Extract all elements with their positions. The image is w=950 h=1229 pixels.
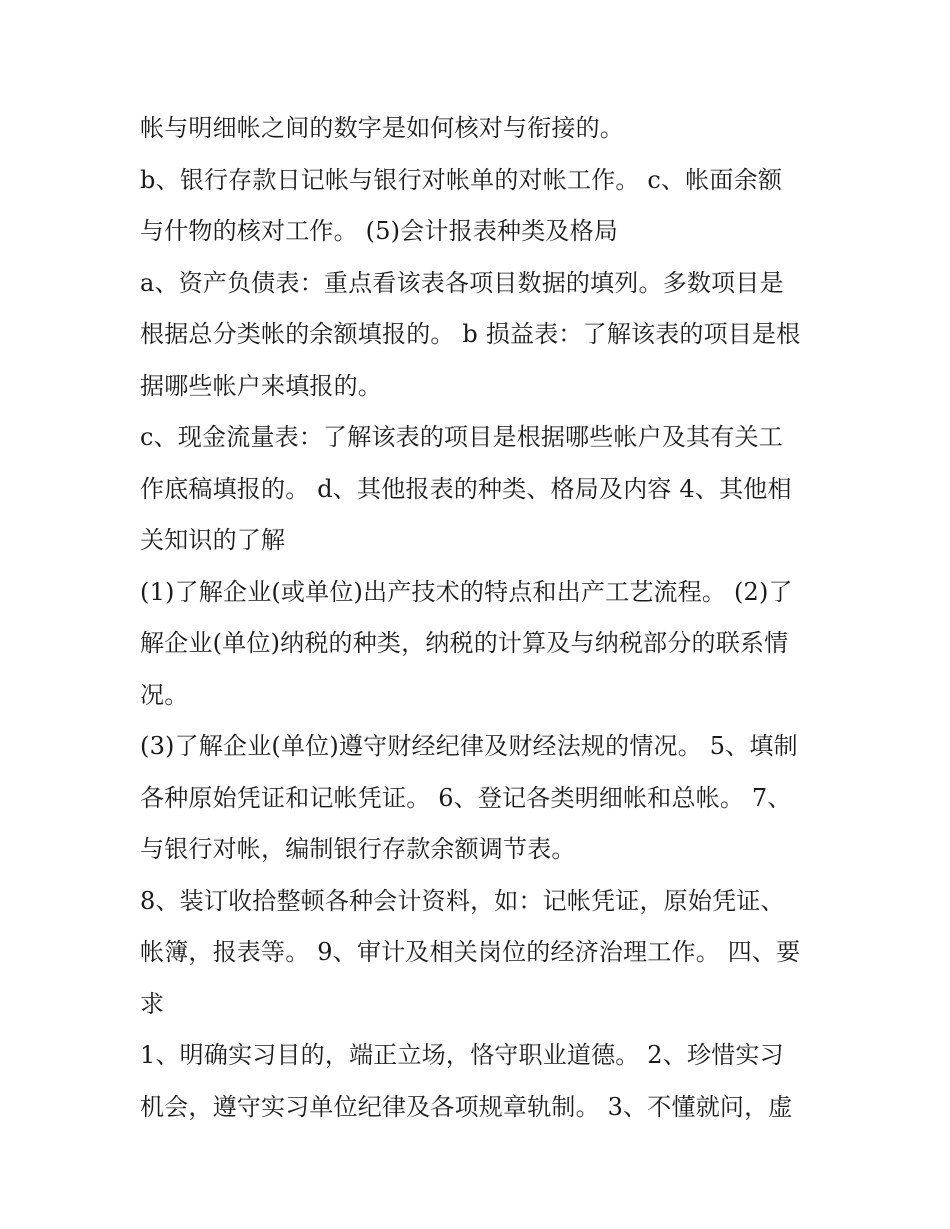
text-line: 帐簿，报表等。 9、审计及相关岗位的经济治理工作。 四、要	[140, 938, 801, 966]
text-line: 况。	[140, 680, 189, 709]
text-line: 根据总分类帐的余额填报的。 b 损益表：了解该表的项目是根	[140, 320, 801, 348]
text-line: 解企业(单位)纳税的种类，纳税的计算及与纳税部分的联系情	[140, 629, 789, 657]
text-line: (3)了解企业(单位)遵守财经纪律及财经法规的情况。 5、填制	[140, 732, 798, 760]
text-line: 帐与明细帐之间的数字是如何核对与衔接的。	[140, 114, 624, 142]
text-line: 各种原始凭证和记帐凭证。 6、登记各类明细帐和总帐。 7、	[140, 783, 792, 812]
text-line: 与银行对帐，编制银行存款余额调节表。	[140, 835, 576, 863]
text-line: 8、装订收拾整顿各种会计资料，如：记帐凭证，原始凭证、	[140, 886, 785, 915]
text-line: 据哪些帐户来填报的。	[140, 371, 382, 400]
text-line: 机会，遵守实习单位纪律及各项规章轨制。 3、不懂就问，虚	[140, 1092, 793, 1121]
text-line: a、资产负债表：重点看该表各项目数据的填列。多数项目是	[140, 268, 784, 297]
text-line: 与什物的核对工作。 (5)会计报表种类及格局	[140, 217, 619, 245]
text-line: c、现金流量表：了解该表的项目是根据哪些帐户及其有关工	[140, 423, 783, 451]
text-line: (1)了解企业(或单位)出产技术的特点和出产工艺流程。 (2)了	[140, 577, 793, 606]
text-line: 求	[140, 989, 165, 1018]
document-body	[140, 103, 820, 1133]
text-line: 关知识的了解	[140, 526, 286, 554]
text-line: 作底稿填报的。 d、其他报表的种类、格局及内容 4、其他相	[140, 474, 792, 503]
text-line: 1、明确实习目的，端正立场，恪守职业道德。 2、珍惜实习	[140, 1041, 784, 1069]
text-line: b、银行存款日记帐与银行对帐单的对帐工作。 c、帐面余额	[140, 165, 783, 194]
